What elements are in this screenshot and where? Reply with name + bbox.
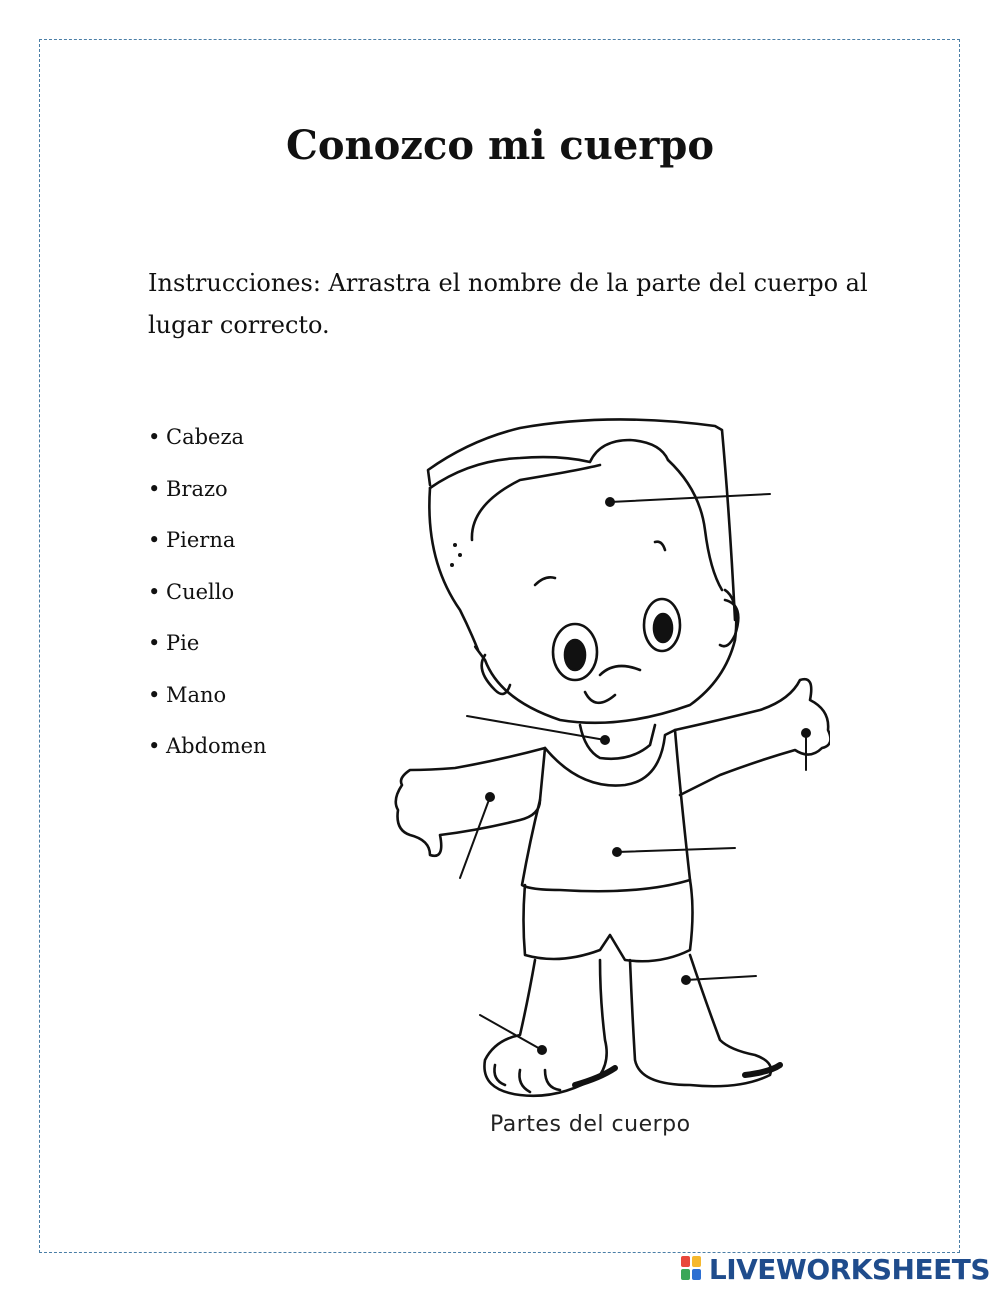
body-part-label[interactable]: Abdomen bbox=[166, 734, 267, 758]
list-item[interactable]: • Cabeza bbox=[148, 425, 245, 449]
neck bbox=[580, 725, 655, 759]
body-parts-list bbox=[148, 420, 267, 781]
body-part-label[interactable]: Mano bbox=[166, 682, 227, 707]
page-title: Conozco mi cuerpo bbox=[285, 122, 714, 169]
list-item[interactable]: • Pie bbox=[148, 631, 200, 655]
brand-name: LIVEWORKSHEETS bbox=[708, 1252, 990, 1286]
list-item[interactable]: • Brazo bbox=[148, 476, 228, 501]
body-part-label[interactable]: Cuello bbox=[166, 579, 235, 604]
arm-left bbox=[396, 748, 545, 856]
list-item[interactable]: • Cuello bbox=[148, 579, 235, 604]
shirt bbox=[522, 730, 690, 891]
instructions-text: Instrucciones: Arrastra el nombre de la parte del cuerpo al lugar correcto. bbox=[148, 269, 868, 339]
liveworksheets-brand bbox=[681, 1252, 990, 1286]
hair-outline bbox=[428, 419, 735, 620]
body-part-label[interactable]: Pie bbox=[166, 631, 200, 655]
body-part-label[interactable]: Pierna bbox=[166, 528, 236, 552]
boy-illustration bbox=[330, 400, 830, 1180]
label-pointers bbox=[460, 494, 810, 1054]
figure-caption: Partes del cuerpo bbox=[490, 1112, 691, 1137]
list-item[interactable]: • Abdomen bbox=[148, 734, 267, 758]
body-part-label[interactable]: Brazo bbox=[166, 476, 228, 501]
list-item[interactable]: • Mano bbox=[148, 682, 227, 707]
leg-right bbox=[630, 955, 771, 1086]
body-part-label[interactable]: Cabeza bbox=[166, 425, 245, 449]
list-item[interactable]: • Pierna bbox=[148, 528, 236, 552]
liveworksheets-logo-icon bbox=[681, 1256, 703, 1282]
